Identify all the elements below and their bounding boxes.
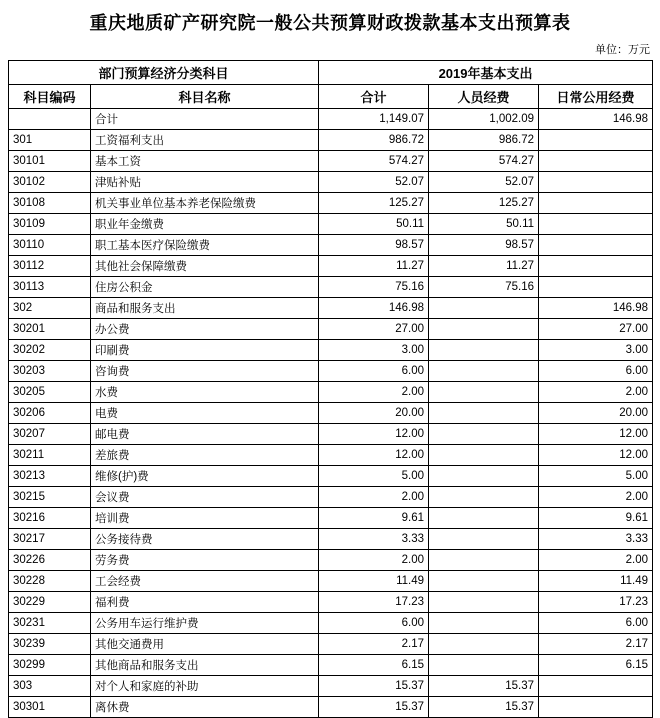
unit-note: 单位：万元 xyxy=(595,43,650,56)
cell-code: 30110 xyxy=(9,234,91,255)
cell-code: 30299 xyxy=(9,654,91,675)
cell-daily xyxy=(539,696,653,717)
cell-code: 30207 xyxy=(9,423,91,444)
cell-total: 6.15 xyxy=(319,654,429,675)
cell-code: 301 xyxy=(9,129,91,150)
table-row xyxy=(9,570,653,591)
cell-daily xyxy=(539,129,653,150)
cell-code: 30229 xyxy=(9,591,91,612)
cell-daily: 6.15 xyxy=(539,654,653,675)
cell-total: 17.23 xyxy=(319,591,429,612)
table-row xyxy=(9,255,653,276)
cell-daily: 146.98 xyxy=(539,297,653,318)
cell-daily: 3.33 xyxy=(539,528,653,549)
budget-table xyxy=(8,60,653,718)
cell-total: 50.11 xyxy=(319,213,429,234)
cell-person xyxy=(429,549,539,570)
cell-daily xyxy=(539,150,653,171)
cell-code: 30239 xyxy=(9,633,91,654)
cell-name: 离休费 xyxy=(91,696,319,717)
cell-daily xyxy=(539,213,653,234)
table-row xyxy=(9,465,653,486)
cell-name: 公务接待费 xyxy=(91,528,319,549)
table-row xyxy=(9,192,653,213)
cell-code: 30113 xyxy=(9,276,91,297)
cell-name: 会议费 xyxy=(91,486,319,507)
cell-person: 986.72 xyxy=(429,129,539,150)
cell-code: 30231 xyxy=(9,612,91,633)
cell-daily: 12.00 xyxy=(539,423,653,444)
table-row xyxy=(9,129,653,150)
cell-total: 12.00 xyxy=(319,423,429,444)
cell-person: 15.37 xyxy=(429,696,539,717)
cell-name: 工资福利支出 xyxy=(91,129,319,150)
table-row xyxy=(9,696,653,717)
cell-daily xyxy=(539,675,653,696)
cell-daily: 27.00 xyxy=(539,318,653,339)
cell-name: 职工基本医疗保险缴费 xyxy=(91,234,319,255)
table-body xyxy=(9,108,653,717)
cell-code: 30206 xyxy=(9,402,91,423)
cell-code: 30216 xyxy=(9,507,91,528)
cell-total: 52.07 xyxy=(319,171,429,192)
cell-daily: 2.00 xyxy=(539,486,653,507)
cell-person: 50.11 xyxy=(429,213,539,234)
table-row xyxy=(9,276,653,297)
cell-daily: 2.00 xyxy=(539,381,653,402)
cell-name: 商品和服务支出 xyxy=(91,297,319,318)
cell-person xyxy=(429,423,539,444)
table-row xyxy=(9,297,653,318)
cell-total: 2.00 xyxy=(319,486,429,507)
table-header-column-row xyxy=(9,84,653,108)
cell-person xyxy=(429,402,539,423)
cell-person xyxy=(429,318,539,339)
header-group-left: 部门预算经济分类科目 xyxy=(9,60,319,84)
column-header-personnel: 人员经费 xyxy=(429,84,539,108)
cell-name: 邮电费 xyxy=(91,423,319,444)
cell-total: 15.37 xyxy=(319,696,429,717)
cell-person xyxy=(429,444,539,465)
cell-total: 3.00 xyxy=(319,339,429,360)
cell-code: 30217 xyxy=(9,528,91,549)
table-row xyxy=(9,675,653,696)
cell-total: 1,149.07 xyxy=(319,108,429,129)
cell-total: 15.37 xyxy=(319,675,429,696)
cell-name: 差旅费 xyxy=(91,444,319,465)
cell-name: 基本工资 xyxy=(91,150,319,171)
table-row xyxy=(9,213,653,234)
cell-person xyxy=(429,360,539,381)
cell-daily: 146.98 xyxy=(539,108,653,129)
cell-code: 30301 xyxy=(9,696,91,717)
cell-code: 30226 xyxy=(9,549,91,570)
table-row xyxy=(9,549,653,570)
cell-name: 培训费 xyxy=(91,507,319,528)
cell-daily: 12.00 xyxy=(539,444,653,465)
cell-total: 6.00 xyxy=(319,612,429,633)
table-row xyxy=(9,234,653,255)
cell-code: 30228 xyxy=(9,570,91,591)
cell-code: 302 xyxy=(9,297,91,318)
cell-name: 职业年金缴费 xyxy=(91,213,319,234)
cell-person: 574.27 xyxy=(429,150,539,171)
cell-person: 1,002.09 xyxy=(429,108,539,129)
cell-name: 其他社会保障缴费 xyxy=(91,255,319,276)
cell-name: 咨询费 xyxy=(91,360,319,381)
table-row xyxy=(9,423,653,444)
cell-person xyxy=(429,654,539,675)
cell-code: 30202 xyxy=(9,339,91,360)
table-row xyxy=(9,360,653,381)
cell-code: 30215 xyxy=(9,486,91,507)
cell-total: 2.00 xyxy=(319,381,429,402)
cell-code: 30102 xyxy=(9,171,91,192)
table-row xyxy=(9,612,653,633)
cell-person: 11.27 xyxy=(429,255,539,276)
column-header-daily: 日常公用经费 xyxy=(539,84,653,108)
cell-code: 30213 xyxy=(9,465,91,486)
cell-person: 125.27 xyxy=(429,192,539,213)
cell-total: 125.27 xyxy=(319,192,429,213)
table-row xyxy=(9,486,653,507)
cell-code: 30108 xyxy=(9,192,91,213)
cell-total: 12.00 xyxy=(319,444,429,465)
cell-person xyxy=(429,633,539,654)
column-header-code: 科目编码 xyxy=(9,84,91,108)
cell-person xyxy=(429,507,539,528)
cell-daily: 9.61 xyxy=(539,507,653,528)
cell-person xyxy=(429,465,539,486)
cell-total: 27.00 xyxy=(319,318,429,339)
cell-person: 15.37 xyxy=(429,675,539,696)
cell-total: 2.00 xyxy=(319,549,429,570)
cell-name: 住房公积金 xyxy=(91,276,319,297)
cell-name: 津贴补贴 xyxy=(91,171,319,192)
header-group-right: 2019年基本支出 xyxy=(319,60,653,84)
cell-name: 印刷费 xyxy=(91,339,319,360)
table-header xyxy=(9,60,653,108)
cell-total: 2.17 xyxy=(319,633,429,654)
cell-total: 146.98 xyxy=(319,297,429,318)
cell-daily: 6.00 xyxy=(539,360,653,381)
cell-name: 机关事业单位基本养老保险缴费 xyxy=(91,192,319,213)
cell-total: 11.27 xyxy=(319,255,429,276)
cell-person xyxy=(429,612,539,633)
cell-name: 劳务费 xyxy=(91,549,319,570)
table-row xyxy=(9,654,653,675)
cell-code: 30201 xyxy=(9,318,91,339)
table-row xyxy=(9,381,653,402)
cell-code: 30101 xyxy=(9,150,91,171)
column-header-total: 合计 xyxy=(319,84,429,108)
cell-total: 20.00 xyxy=(319,402,429,423)
cell-daily: 20.00 xyxy=(539,402,653,423)
column-header-name: 科目名称 xyxy=(91,84,319,108)
cell-daily: 3.00 xyxy=(539,339,653,360)
cell-total: 75.16 xyxy=(319,276,429,297)
table-header-group-row xyxy=(9,60,653,84)
cell-daily xyxy=(539,276,653,297)
cell-daily xyxy=(539,192,653,213)
cell-code: 30112 xyxy=(9,255,91,276)
cell-total: 986.72 xyxy=(319,129,429,150)
cell-person: 52.07 xyxy=(429,171,539,192)
cell-daily: 17.23 xyxy=(539,591,653,612)
cell-code: 30203 xyxy=(9,360,91,381)
table-row xyxy=(9,444,653,465)
cell-name: 其他交通费用 xyxy=(91,633,319,654)
cell-code: 30205 xyxy=(9,381,91,402)
cell-total: 98.57 xyxy=(319,234,429,255)
cell-name: 维修(护)费 xyxy=(91,465,319,486)
table-row xyxy=(9,150,653,171)
cell-person xyxy=(429,528,539,549)
table-row xyxy=(9,507,653,528)
cell-total: 5.00 xyxy=(319,465,429,486)
cell-name: 合计 xyxy=(91,108,319,129)
cell-person: 98.57 xyxy=(429,234,539,255)
cell-person xyxy=(429,591,539,612)
cell-name: 电费 xyxy=(91,402,319,423)
table-row xyxy=(9,528,653,549)
page-title: 重庆地质矿产研究院一般公共预算财政拨款基本支出预算表 xyxy=(89,13,571,33)
cell-daily xyxy=(539,255,653,276)
cell-daily: 2.17 xyxy=(539,633,653,654)
cell-total: 6.00 xyxy=(319,360,429,381)
table-row xyxy=(9,633,653,654)
cell-person xyxy=(429,339,539,360)
cell-daily: 6.00 xyxy=(539,612,653,633)
cell-total: 11.49 xyxy=(319,570,429,591)
cell-person xyxy=(429,486,539,507)
cell-name: 福利费 xyxy=(91,591,319,612)
cell-code: 30211 xyxy=(9,444,91,465)
cell-code: 30109 xyxy=(9,213,91,234)
table-row xyxy=(9,171,653,192)
cell-code: 303 xyxy=(9,675,91,696)
cell-daily: 5.00 xyxy=(539,465,653,486)
cell-name: 公务用车运行维护费 xyxy=(91,612,319,633)
table-row xyxy=(9,591,653,612)
cell-daily xyxy=(539,171,653,192)
cell-name: 办公费 xyxy=(91,318,319,339)
cell-name: 水费 xyxy=(91,381,319,402)
cell-name: 对个人和家庭的补助 xyxy=(91,675,319,696)
cell-person xyxy=(429,381,539,402)
table-row xyxy=(9,318,653,339)
cell-total: 3.33 xyxy=(319,528,429,549)
table-row xyxy=(9,108,653,129)
cell-total: 9.61 xyxy=(319,507,429,528)
cell-person xyxy=(429,570,539,591)
table-row xyxy=(9,339,653,360)
cell-daily: 2.00 xyxy=(539,549,653,570)
cell-person xyxy=(429,297,539,318)
cell-person: 75.16 xyxy=(429,276,539,297)
cell-daily xyxy=(539,234,653,255)
table-row xyxy=(9,402,653,423)
cell-code xyxy=(9,108,91,129)
cell-daily: 11.49 xyxy=(539,570,653,591)
cell-name: 其他商品和服务支出 xyxy=(91,654,319,675)
cell-total: 574.27 xyxy=(319,150,429,171)
cell-name: 工会经费 xyxy=(91,570,319,591)
